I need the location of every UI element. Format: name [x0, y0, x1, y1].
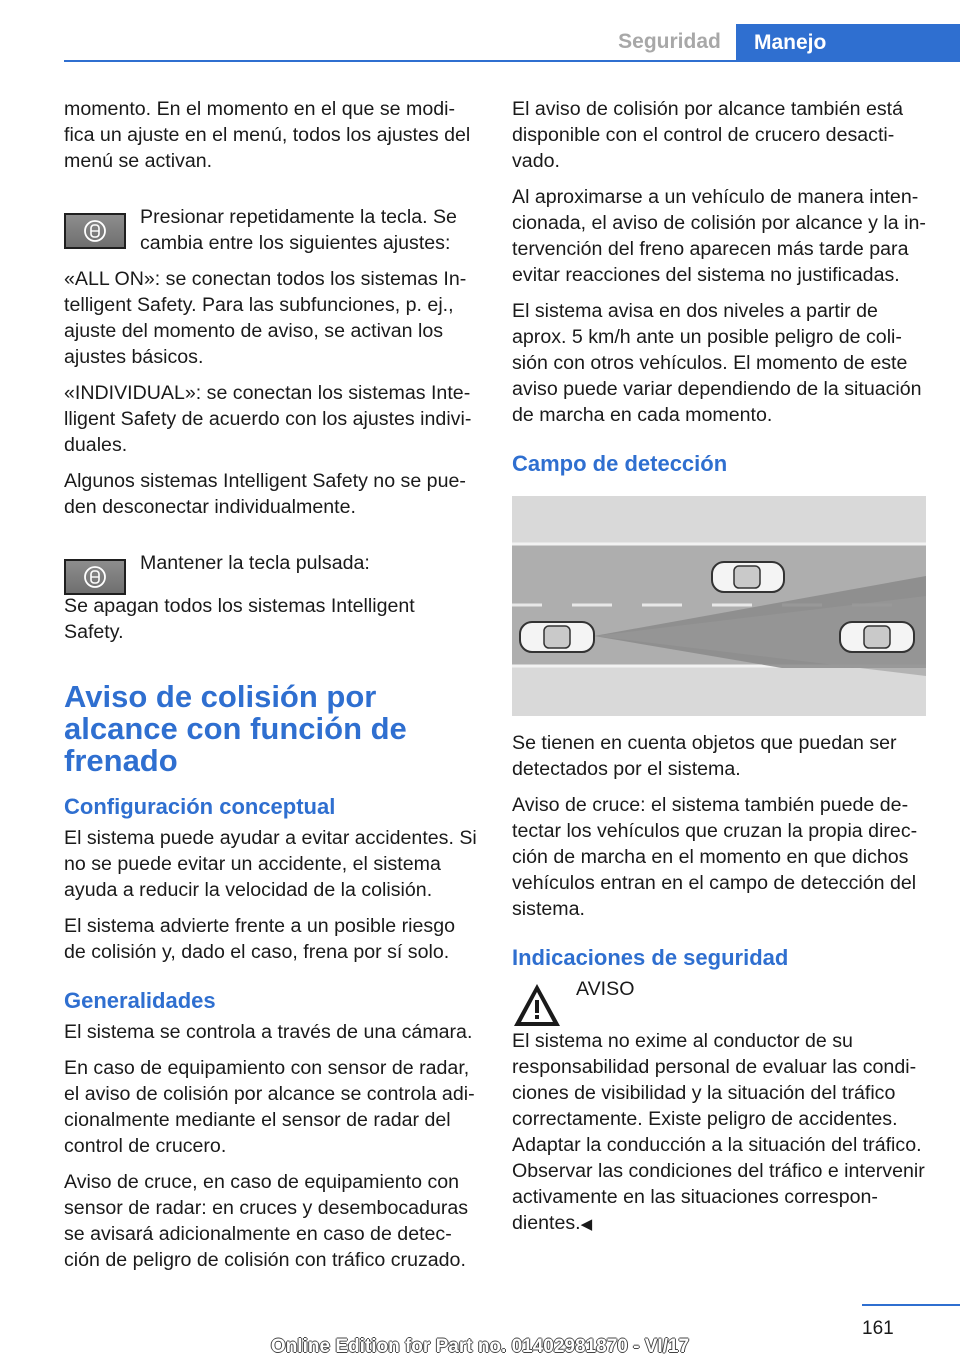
own-vehicle [520, 622, 594, 652]
paragraph: En caso de equipamiento con sensor de radar, el aviso de colisión por alcance se controla adicionalmente mediante el sensor de radar del control de crucero. [64, 1057, 475, 1157]
warning-block [512, 976, 926, 1028]
detection-field-diagram [512, 496, 926, 716]
left-column [64, 96, 478, 1283]
paragraph: El sistema puede ayudar a evitar accidentes. Si no se puede evitar un accidente, el sistema ayuda a reducir la velocidad de la colisión. [64, 827, 477, 901]
vehicle-ahead [712, 562, 784, 592]
key-instruction-1 [64, 204, 478, 260]
warning-body: El sistema no exime al conductor de su responsabilidad personal de evaluar las condiciones de visibilidad y la situación del tráfico correctamente. Existe peligro de accidentes. Adaptar la conducción a la situación del tráfico. Observar las condiciones del tráfico e intervenir activamente en las situaciones correspondientes. [512, 1030, 925, 1234]
paragraph: El sistema avisa en dos niveles a partir de aprox. 5 km/h ante un posible peligro de colisión con otros vehículos. El momento de este aviso puede variar dependiendo de la situación de marcha en cada momento. [512, 300, 922, 426]
section-title: Aviso de colisión por alcance con función de frenado [64, 679, 407, 778]
paragraph: El sistema advierte frente a un posible riesgo de colisión y, dado el caso, frena por sí solo. [64, 915, 455, 963]
paragraph: El sistema se controla a través de una cámara. [64, 1021, 473, 1043]
paragraph: momento. En el momento en el que se modifica un ajuste en el menú, todos los ajustes del menú se activan. [64, 98, 471, 172]
warning-triangle-icon [512, 982, 562, 1028]
paragraph: Aviso de cruce: el sistema también puede detectar los vehículos que cruzan la propia dirección de marcha en el momento en que dichos vehículos entran en el campo de detección del sistema. [512, 794, 918, 920]
safety-button-icon [64, 213, 126, 249]
subsection-title: Indicaciones de seguridad [512, 945, 789, 970]
paragraph: «INDIVIDUAL»: se conectan los sistemas Intelligent Safety de acuerdo con los ajustes individuales. [64, 382, 472, 456]
tab-seguridad[interactable]: Seguridad [618, 30, 721, 53]
key-instruction-2 [64, 550, 478, 595]
paragraph: Se tienen en cuenta objetos que puedan ser detectados por el sistema. [512, 732, 897, 780]
warning-title: AVISO [576, 978, 635, 1000]
page-number: 161 [862, 1318, 894, 1339]
key-text: Presionar repetidamente la tecla. Se cambia entre los siguientes ajustes: [140, 206, 457, 254]
paragraph: El aviso de colisión por alcance también está disponible con el control de crucero desactivado. [512, 98, 904, 172]
right-column [512, 96, 926, 1248]
subsection-title: Generalidades [64, 988, 216, 1013]
subsection-title: Campo de detección [512, 451, 728, 476]
subsection-title: Configuración conceptual [64, 794, 336, 819]
paragraph: Se apagan todos los sistemas Intelligent Safety. [64, 595, 415, 643]
tab-manejo[interactable]: Manejo [736, 24, 960, 62]
key-text: Mantener la tecla pulsada: [140, 552, 370, 574]
edition-footer: Online Edition for Part no. 01402981870 - VI/17 [270, 1336, 690, 1357]
paragraph: Al aproximarse a un vehículo de manera intencionada, el aviso de colisión por alcance y la intervención del freno aparecen más tarde para evitar reacciones del sistema no justificadas. [512, 186, 926, 286]
paragraph: «ALL ON»: se conectan todos los sistemas Intelligent Safety. Para las subfunciones, p. ej., ajuste del momento de aviso, se activan los ajustes básicos. [64, 268, 467, 368]
footer-rule [862, 1304, 960, 1306]
back-mark-icon: ◀ [580, 1216, 593, 1233]
paragraph: Aviso de cruce, en caso de equipamiento con sensor de radar: en cruces y desembocaduras se avisará adicionalmente en caso de detección de peligro de colisión con tráfico cruzado. [64, 1171, 469, 1271]
vehicle-detected [840, 622, 914, 652]
warning-text [512, 1028, 926, 1238]
safety-button-icon [64, 559, 126, 595]
paragraph: Algunos sistemas Intelligent Safety no se pueden desconectar individualmente. [64, 470, 466, 518]
